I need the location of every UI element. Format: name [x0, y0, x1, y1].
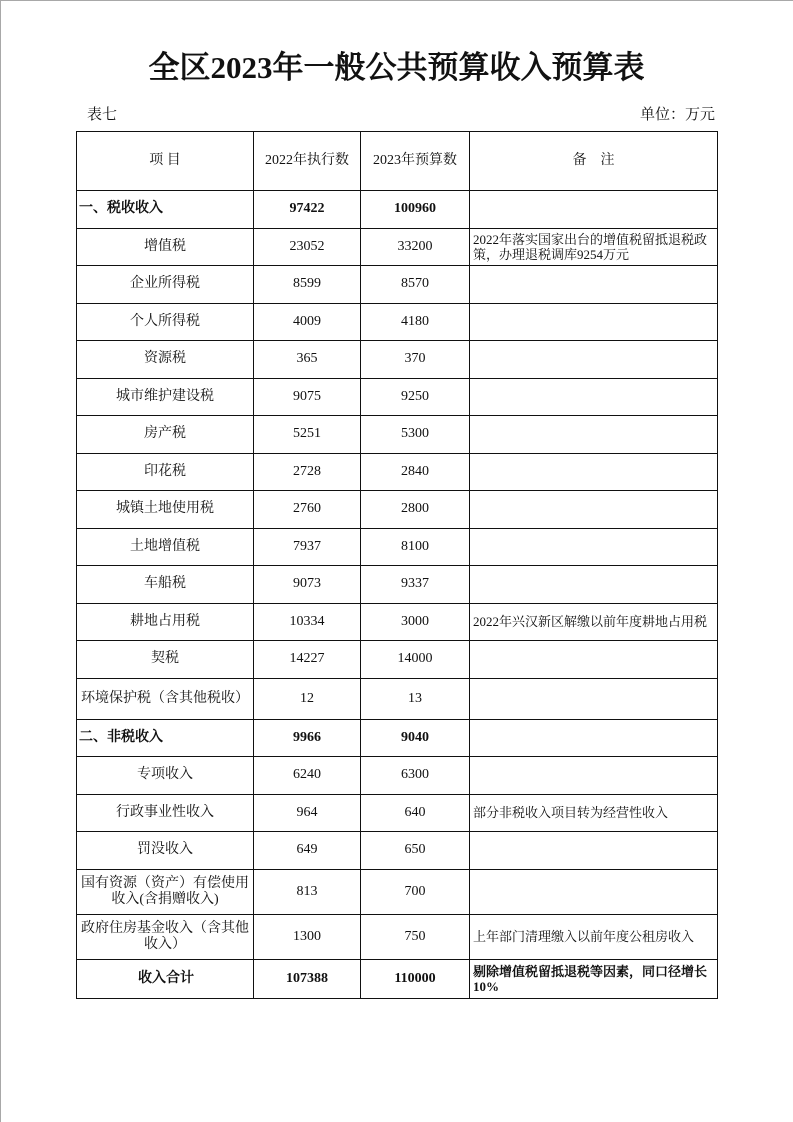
value-2022-cell: 14227 — [254, 641, 361, 679]
value-2022-cell: 10334 — [254, 603, 361, 641]
value-2022-cell: 964 — [254, 794, 361, 832]
value-2023-cell: 3000 — [361, 603, 470, 641]
value-2023-cell: 640 — [361, 794, 470, 832]
budget-table — [76, 131, 718, 999]
note-cell — [470, 266, 718, 304]
note-cell — [470, 528, 718, 566]
value-2022-cell: 12 — [254, 678, 361, 719]
note-cell — [470, 453, 718, 491]
page-title: 全区2023年一般公共预算收入预算表 — [148, 50, 645, 85]
value-2023-cell: 8570 — [361, 266, 470, 304]
total-row — [77, 959, 718, 998]
note-cell — [470, 641, 718, 679]
item-cell: 环境保护税（含其他税收） — [77, 678, 254, 719]
note-cell — [470, 757, 718, 795]
item-cell: 个人所得税 — [77, 303, 254, 341]
item-cell: 行政事业性收入 — [77, 794, 254, 832]
table-row — [77, 869, 718, 914]
table-row — [77, 266, 718, 304]
section-row — [77, 719, 718, 757]
item-cell: 资源税 — [77, 341, 254, 379]
header-note: 备 注 — [470, 132, 718, 191]
note-cell: 部分非税收入项目转为经营性收入 — [470, 794, 718, 832]
note-cell — [470, 303, 718, 341]
page-border-left — [0, 0, 1, 1122]
value-2022-cell: 365 — [254, 341, 361, 379]
value-2023-cell: 750 — [361, 914, 470, 959]
table-row — [77, 603, 718, 641]
value-2023-cell: 5300 — [361, 416, 470, 454]
note-cell: 2022年落实国家出台的增值税留抵退税政策，办理退税调库9254万元 — [470, 228, 718, 266]
item-cell: 增值税 — [77, 228, 254, 266]
note-cell: 上年部门清理缴入以前年度公租房收入 — [470, 914, 718, 959]
item-cell: 国有资源（资产）有偿使用收入(含捐赠收入) — [77, 869, 254, 914]
table-row — [77, 528, 718, 566]
value-2022-cell: 6240 — [254, 757, 361, 795]
value-2022-cell: 813 — [254, 869, 361, 914]
table-row — [77, 303, 718, 341]
page-border-top — [0, 0, 793, 1]
value-2023-cell: 2840 — [361, 453, 470, 491]
item-cell: 印花税 — [77, 453, 254, 491]
table-row — [77, 341, 718, 379]
value-2023-cell: 100960 — [361, 191, 470, 229]
value-2023-cell: 14000 — [361, 641, 470, 679]
section-row — [77, 191, 718, 229]
table-number: 表七 — [87, 107, 118, 123]
note-cell — [470, 869, 718, 914]
value-2022-cell: 97422 — [254, 191, 361, 229]
item-cell: 车船税 — [77, 566, 254, 604]
table-row — [77, 378, 718, 416]
table-row — [77, 228, 718, 266]
item-cell: 城镇土地使用税 — [77, 491, 254, 529]
table-row — [77, 832, 718, 870]
value-2023-cell: 2800 — [361, 491, 470, 529]
header-2023-budget: 2023年预算数 — [361, 132, 470, 191]
header-2022-actual: 2022年执行数 — [254, 132, 361, 191]
note-cell — [470, 491, 718, 529]
note-cell — [470, 341, 718, 379]
note-cell — [470, 378, 718, 416]
item-cell: 城市维护建设税 — [77, 378, 254, 416]
value-2023-cell: 33200 — [361, 228, 470, 266]
unit-label: 单位：万元 — [639, 107, 715, 123]
note-cell — [470, 566, 718, 604]
table-row — [77, 641, 718, 679]
item-cell: 土地增值税 — [77, 528, 254, 566]
value-2023-cell: 4180 — [361, 303, 470, 341]
note-cell: 剔除增值税留抵退税等因素，同口径增长10% — [470, 959, 718, 998]
value-2023-cell: 110000 — [361, 959, 470, 998]
note-cell — [470, 678, 718, 719]
value-2022-cell: 7937 — [254, 528, 361, 566]
table-row — [77, 678, 718, 719]
value-2023-cell: 13 — [361, 678, 470, 719]
item-cell: 收入合计 — [77, 959, 254, 998]
value-2022-cell: 649 — [254, 832, 361, 870]
table-row — [77, 453, 718, 491]
header-item: 项 目 — [77, 132, 254, 191]
item-cell: 一、税收收入 — [77, 191, 254, 229]
item-cell: 专项收入 — [77, 757, 254, 795]
note-cell — [470, 416, 718, 454]
value-2022-cell: 9073 — [254, 566, 361, 604]
value-2023-cell: 6300 — [361, 757, 470, 795]
value-2022-cell: 1300 — [254, 914, 361, 959]
table-row — [77, 914, 718, 959]
note-cell: 2022年兴汉新区解缴以前年度耕地占用税 — [470, 603, 718, 641]
note-cell — [470, 719, 718, 757]
value-2023-cell: 650 — [361, 832, 470, 870]
table-row — [77, 757, 718, 795]
value-2022-cell: 2728 — [254, 453, 361, 491]
value-2022-cell: 107388 — [254, 959, 361, 998]
value-2022-cell: 8599 — [254, 266, 361, 304]
value-2022-cell: 5251 — [254, 416, 361, 454]
table-row — [77, 491, 718, 529]
table-row — [77, 566, 718, 604]
value-2022-cell: 23052 — [254, 228, 361, 266]
item-cell: 企业所得税 — [77, 266, 254, 304]
note-cell — [470, 191, 718, 229]
value-2022-cell: 4009 — [254, 303, 361, 341]
item-cell: 二、非税收入 — [77, 719, 254, 757]
value-2022-cell: 9966 — [254, 719, 361, 757]
value-2022-cell: 9075 — [254, 378, 361, 416]
item-cell: 契税 — [77, 641, 254, 679]
item-cell: 耕地占用税 — [77, 603, 254, 641]
value-2022-cell: 2760 — [254, 491, 361, 529]
value-2023-cell: 9337 — [361, 566, 470, 604]
item-cell: 罚没收入 — [77, 832, 254, 870]
value-2023-cell: 9040 — [361, 719, 470, 757]
value-2023-cell: 700 — [361, 869, 470, 914]
table-row — [77, 416, 718, 454]
note-cell — [470, 832, 718, 870]
item-cell: 房产税 — [77, 416, 254, 454]
value-2023-cell: 9250 — [361, 378, 470, 416]
value-2023-cell: 370 — [361, 341, 470, 379]
value-2023-cell: 8100 — [361, 528, 470, 566]
item-cell: 政府住房基金收入（含其他收入） — [77, 914, 254, 959]
table-header-row — [77, 132, 718, 191]
table-row — [77, 794, 718, 832]
